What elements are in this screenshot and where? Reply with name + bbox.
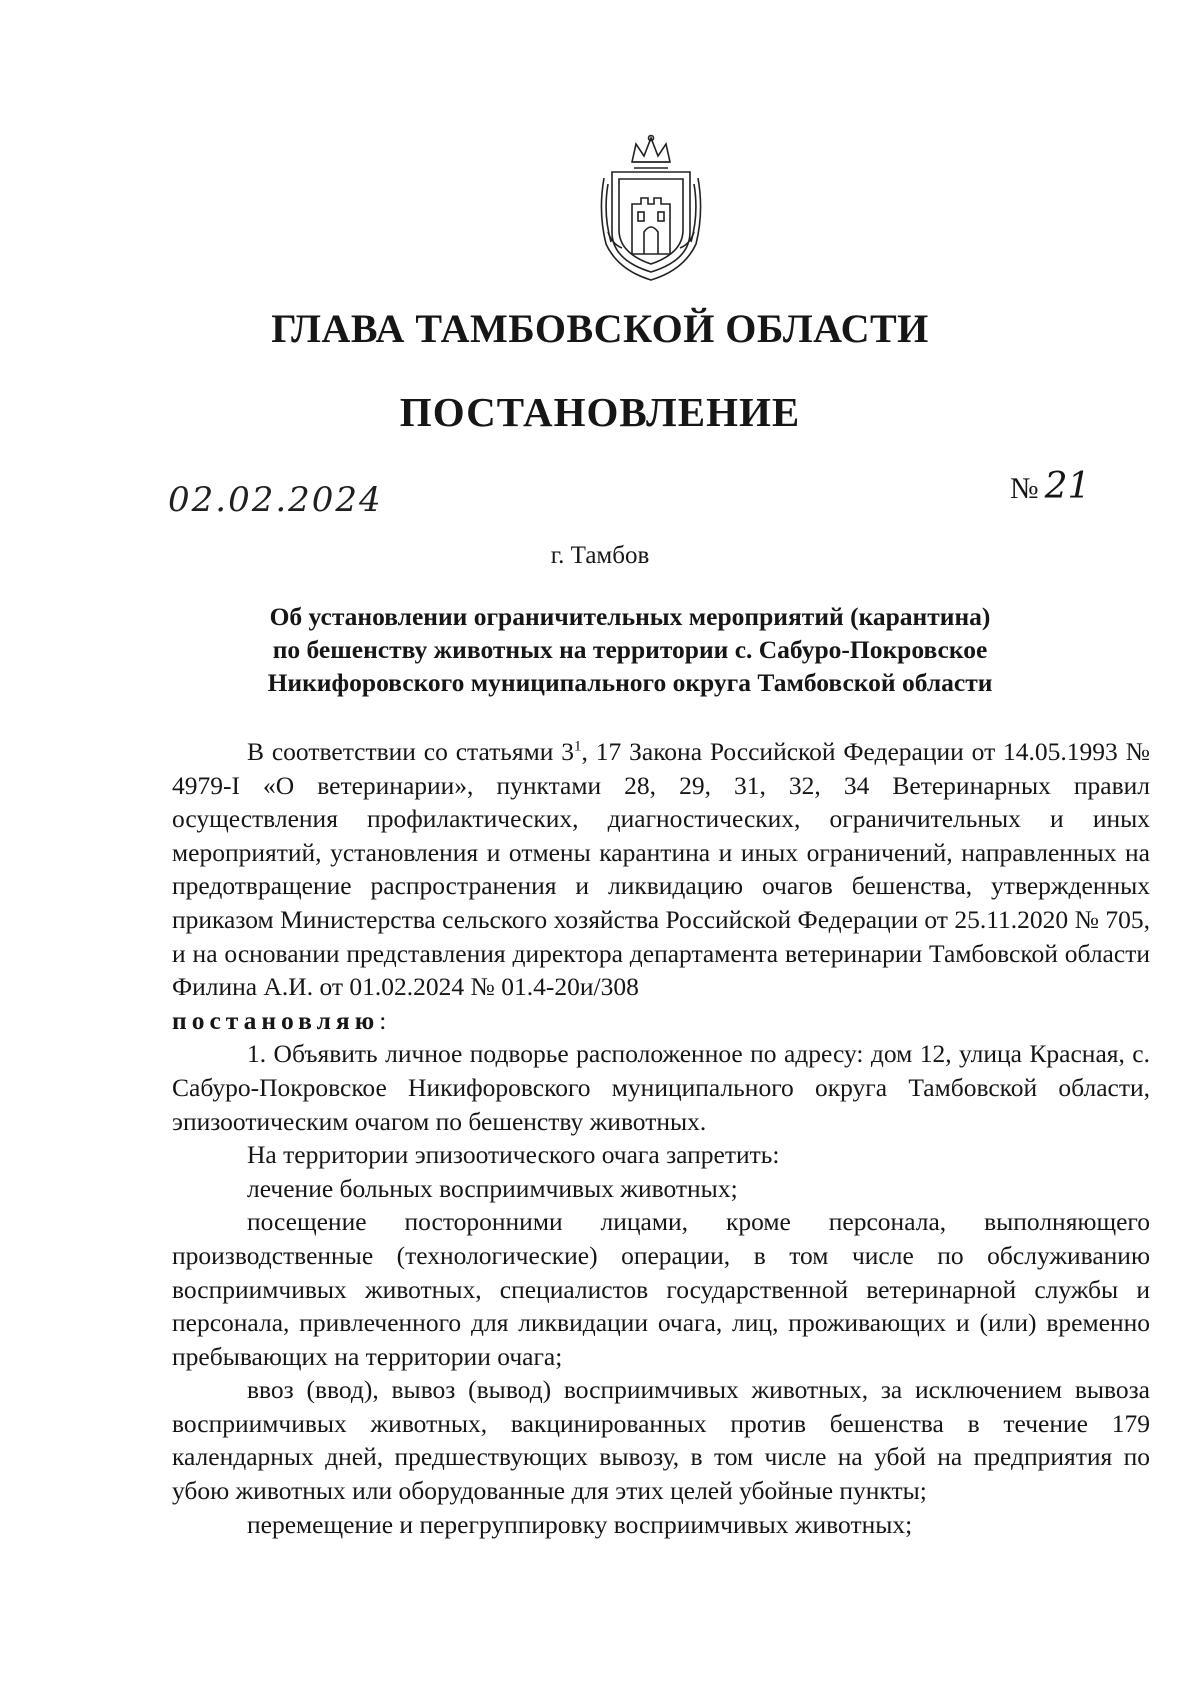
preamble-superscript: 1 bbox=[574, 738, 582, 755]
city: г. Тамбов bbox=[550, 542, 650, 569]
paragraph-5: ввоз (ввод), вывоз (вывод) восприимчивых животных, за исключением вывоза восприимчивых животных, вакцинированных против бешенства в течение 179 календарных дней, предшествующих вывозу, в том числе на убой на предприятия по убою животных или оборудованные для этих целей убойные пункты; bbox=[172, 1375, 1150, 1506]
document-date: 02.02.2024 bbox=[168, 480, 383, 520]
number-value: 21 bbox=[1044, 466, 1091, 507]
document-title bbox=[180, 600, 1080, 699]
paragraph-6: перемещение и перегруппировку восприимчивых животных; bbox=[247, 1509, 913, 1539]
number-label: № bbox=[1010, 472, 1039, 505]
document-body bbox=[172, 735, 1150, 1541]
preamble-text-a: В соответствии со статьями 3 bbox=[247, 737, 575, 766]
preamble-paragraph bbox=[172, 735, 1150, 1004]
document-number bbox=[1010, 466, 1090, 507]
paragraph-3: лечение больных восприимчивых животных; bbox=[247, 1173, 738, 1203]
decree-line bbox=[172, 1004, 1150, 1038]
coat-of-arms-emblem bbox=[592, 132, 710, 282]
paragraph-4: посещение посторонними лицами, кроме персонала, выполняющего производственные (технологические) операции, в том числе по обслуживанию восприимчивых животных, специалистов государственной ветеринарной службы и персонала, привлеченного для ликвидации очага, лиц, проживающих и (или) временно пребывающих на территории очага; bbox=[172, 1207, 1150, 1371]
paragraph-1: 1. Объявить личное подворье расположенное по адресу: дом 12, улица Красная, с. Сабуро-Покровское Никифоровского муниципального округа Тамбовской области, эпизоотическим очагом по бешенству животных. bbox=[172, 1039, 1150, 1136]
decree-word: постановляю bbox=[172, 1005, 380, 1035]
decree-colon: : bbox=[379, 1005, 387, 1035]
title-line-2: по бешенству животных на территории с. Сабуро-Покровское bbox=[272, 635, 988, 664]
document-type: ПОСТАНОВЛЕНИЕ bbox=[399, 389, 801, 435]
title-line-1: Об установлении ограничительных мероприятий (карантина) bbox=[269, 602, 991, 631]
issuing-authority: ГЛАВА ТАМБОВСКОЙ ОБЛАСТИ bbox=[271, 306, 929, 351]
paragraph-2: На территории эпизоотического очага запретить: bbox=[247, 1140, 780, 1170]
title-line-3: Никифоровского муниципального округа Тамбовской области bbox=[267, 668, 993, 697]
preamble-text-b: , 17 Закона Российской Федерации от 14.05.1993 № 4979-I «О ветеринарии», пунктами 28, 29, 31, 32, 34 Ветеринарных правил осуществления профилактических, диагностических, ограничительных и иных мероприятий, установления и отмены карантина и иных ограничений, направленных на предотвращение распространения и ликвидацию очагов бешенства, утвержденных приказом Министерства сельского хозяйства Российской Федерации от 25.11.2020 № 705, и на основании представления директора департамента ветеринарии Тамбовской области Филина А.И. от 01.02.2024 № 01.4-20и/308 bbox=[172, 737, 1150, 1002]
